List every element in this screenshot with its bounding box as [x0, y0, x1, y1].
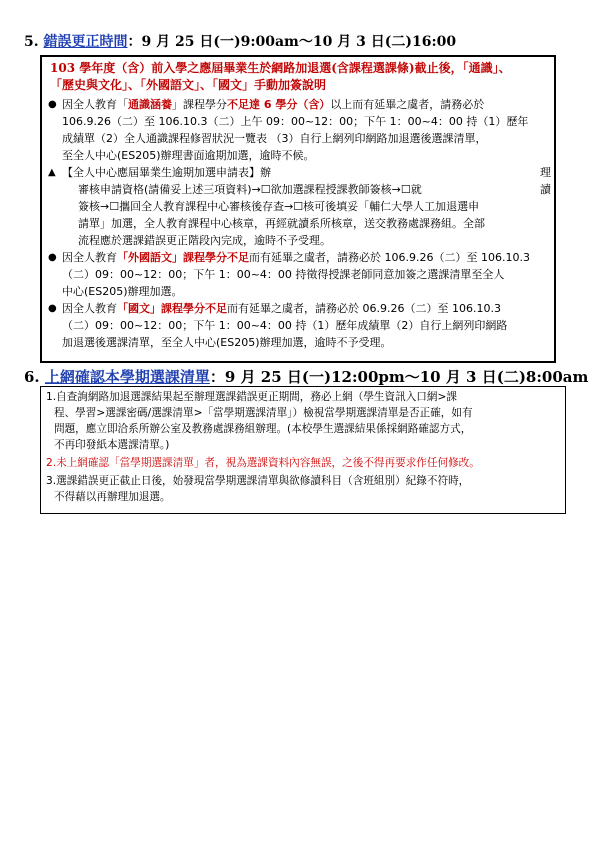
late-add-notice-box — [40, 55, 556, 363]
p4-line-3: 加退選後選課清單，至全人中心(ES205)辦理加選，逾時不予受理。 — [62, 336, 392, 349]
p4-text-c: 而有延畢之虞者，請務必於 06.9.26（二）至 106.10.3 — [227, 302, 501, 315]
p1-text-c: 」課程學分 — [172, 98, 227, 111]
bullet-icon: ● — [48, 303, 57, 314]
notice-heading-line-1: 103 學年度（含）前入學之應屆畢業生於網路加退選(含課程選課條)截止後，「通識」、 — [50, 61, 511, 75]
p3-line-1 — [62, 250, 530, 265]
p2-line-4: 請單」加選，全人教育課程中心核章，再經就讀系所核章，送交教務處課務組。全部 — [78, 217, 485, 230]
section-6-title: 上網確認本學期選課清單 — [44, 368, 210, 386]
p1-highlight-credits: 不足達 6 學分（含） — [227, 98, 331, 111]
p4-highlight: 「國文」課程學分不足 — [117, 302, 227, 315]
p1-text-e: 以上而有延畢之虞者，請務必於 — [330, 98, 485, 111]
p1-line-1 — [62, 97, 484, 112]
item-1-line-3: 問題，應立即洽系所辦公室及教務處課務組辦理。(本校學生選課結果係採網路確認方式， — [54, 423, 472, 435]
p1-highlight-general: 通識涵養 — [128, 98, 172, 111]
p1-line-3: 成績單（2）全人通識課程修習狀況一覽表 （3）自行上網列印網路加退選後選課清單， — [62, 132, 487, 145]
section-5-heading — [24, 31, 456, 51]
p4-line-1 — [62, 301, 501, 316]
item-3-line-2: 不得藉以再辦理加退選。 — [54, 491, 171, 503]
p3-line-2: （二）09：00~12：00；下午 1：00~4：00 持徵得授課老師同意加簽之選課清單至全人 — [62, 268, 505, 281]
item-1-line-1: 1.自查詢網路加退選課結果起至辦理選課錯誤更正期間，務必上網（學生資訊入口網>課 — [46, 391, 457, 403]
p2-line-1: 【全人中心應屆畢業生逾期加選申請表】辦 — [62, 166, 271, 179]
item-3-line-1: 3.選課錯誤更正截止日後，始發現當學期選課清單與欲修讀科目（含班組別）紀錄不符時， — [46, 475, 470, 487]
section-6-heading — [24, 366, 588, 387]
triangle-bullet-icon: ▲ — [48, 167, 56, 178]
p3-line-3: 中心(ES205)辦理加選。 — [62, 285, 183, 298]
section-5-number: 5. — [24, 34, 39, 50]
course-list-check-box — [40, 386, 566, 514]
section-6-time: ：9 月 25 日(一)12:00pm～10 月 3 日(二)8:00am — [209, 368, 589, 386]
bullet-icon: ● — [48, 99, 57, 110]
p3-text-a: 因全人教育 — [62, 251, 117, 264]
section-6-number: 6. — [24, 368, 40, 386]
section-5-time: ：9 月 25 日(一)9:00am～10 月 3 日(二)16:00 — [127, 34, 457, 50]
p2-line-2-end: 讀 — [540, 183, 551, 196]
p1-line-4: 至全人中心(ES205)辦理書面逾期加選，逾時不候。 — [62, 149, 315, 162]
item-2-line-1: 2.未上網確認「當學期選課清單」者，視為選課資料內容無誤，之後不得再要求作任何修改。 — [46, 457, 480, 469]
p1-line-2: 106.9.26（二）至 106.10.3（二）上午 09：00~12：00；下午 1：00~4：00 持（1）歷年 — [62, 115, 529, 128]
p2-line-2: 審核申請資格(請備妥上述三項資料)→☐欲加選課程授課教師簽核→☐就 — [78, 183, 422, 196]
p2-line-1-end: 理 — [540, 166, 551, 179]
section-5-title: 錯誤更正時間 — [43, 34, 128, 50]
bullet-icon: ● — [48, 252, 57, 263]
p1-text-a: 因全人教育「 — [62, 98, 128, 111]
p4-text-a: 因全人教育 — [62, 302, 117, 315]
p3-highlight: 「外國語文」課程學分不足 — [117, 251, 249, 264]
item-1-line-4: 不再印發紙本選課清單。) — [54, 439, 170, 451]
p4-line-2: （二）09：00~12：00；下午 1：00~4：00 持（1）歷年成績單（2）自行上網列印網路 — [62, 319, 508, 332]
p2-line-3: 簽核→☐攜回全人教育課程中心審核後存查→☐核可後填妥「輔仁大學人工加退選申 — [78, 200, 480, 213]
p2-line-5: 流程應於選課錯誤更正階段內完成，逾時不予受理。 — [78, 234, 331, 247]
item-1-line-2: 程、學習>選課密碼/選課清單>「當學期選課清單」）檢視當學期選課清單是否正確，如有 — [54, 407, 473, 419]
notice-heading — [50, 60, 550, 94]
notice-heading-line-2: 「歷史與文化」、「外國語文」、「國文」手動加簽說明 — [50, 78, 327, 92]
p3-text-c: 而有延畢之虞者，請務必於 106.9.26（二）至 106.10.3 — [249, 251, 530, 264]
